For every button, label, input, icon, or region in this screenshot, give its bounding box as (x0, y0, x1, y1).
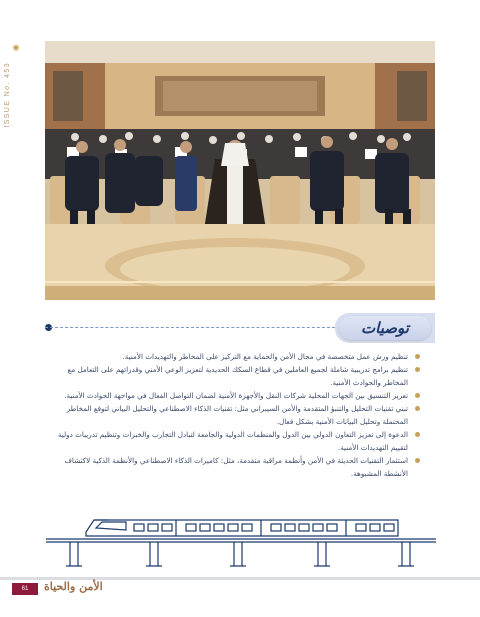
bullet-icon (415, 367, 420, 372)
heading-divider (45, 327, 335, 328)
list-item (44, 454, 420, 480)
list-item (44, 350, 420, 363)
section-heading: توصيات (361, 319, 409, 337)
list-item (44, 363, 420, 389)
bullet-icon (415, 354, 420, 359)
train-icon (46, 506, 436, 570)
bullet-icon (415, 432, 420, 437)
page-footer (0, 577, 480, 617)
list-item (44, 389, 420, 402)
issue-label: ISSUE No. 453 (4, 62, 11, 128)
bullet-icon (415, 393, 420, 398)
list-item (44, 402, 420, 428)
section-heading-bar (45, 313, 435, 343)
list-item-text: تبني تقنيات التحليل والتنبؤ المتقدمة والأمن السيبراني مثل: تقنيات الذكاء الاصطناعي والتحليل البياني لتوقع المخاطر المحتملة وتحليل البيانات الأمنية بشكل فعال. (66, 404, 408, 426)
page-number: 61 (12, 583, 38, 595)
heading-pill (335, 313, 435, 343)
star-icon: ✺ (12, 44, 20, 54)
list-item-text: تنظيم برامج تدريبية شاملة لجميع العاملين في قطاع السكك الحديدية لتعزيز الوعي الأمني وقدراتهم على التعامل مع المخاطر والحوادث الأمنية. (67, 365, 408, 387)
bullet-icon (415, 406, 420, 411)
list-item-text: الدعوة إلى تعزيز التعاون الدولي بين الدول والمنظمات الدولية والجامعة لتبادل التجارب والخبرات وتنظيم تدريبات دولية لتقييم التهديدات الأمنية. (57, 430, 408, 452)
list-item (44, 428, 420, 454)
recommendations-list (44, 350, 420, 480)
conference-photo (45, 41, 435, 300)
list-item-text: استثمار التقنيات الحديثة في الأمن وأنظمة مراقبة متقدمة، مثل: كاميرات الذكاء الاصطناعي والأنظمة الذكية لاكتشاف الأنشطة المشبوهة. (64, 456, 408, 478)
list-item-text: تنظيم ورش عمل متخصصة في مجال الأمن والحماية مع التركيز على المخاطر والتهديدات الأمنية. (122, 352, 408, 361)
list-item-text: تعزيز التنسيق بين الجهات المحلية شركات النقل والأجهزة الأمنية لضمان التواصل الفعال في مواجهة الحوادث الأمنية. (64, 391, 408, 400)
bullet-icon (415, 458, 420, 463)
magazine-name: الأمن والحياة (44, 580, 103, 593)
heading-badge (339, 316, 431, 340)
